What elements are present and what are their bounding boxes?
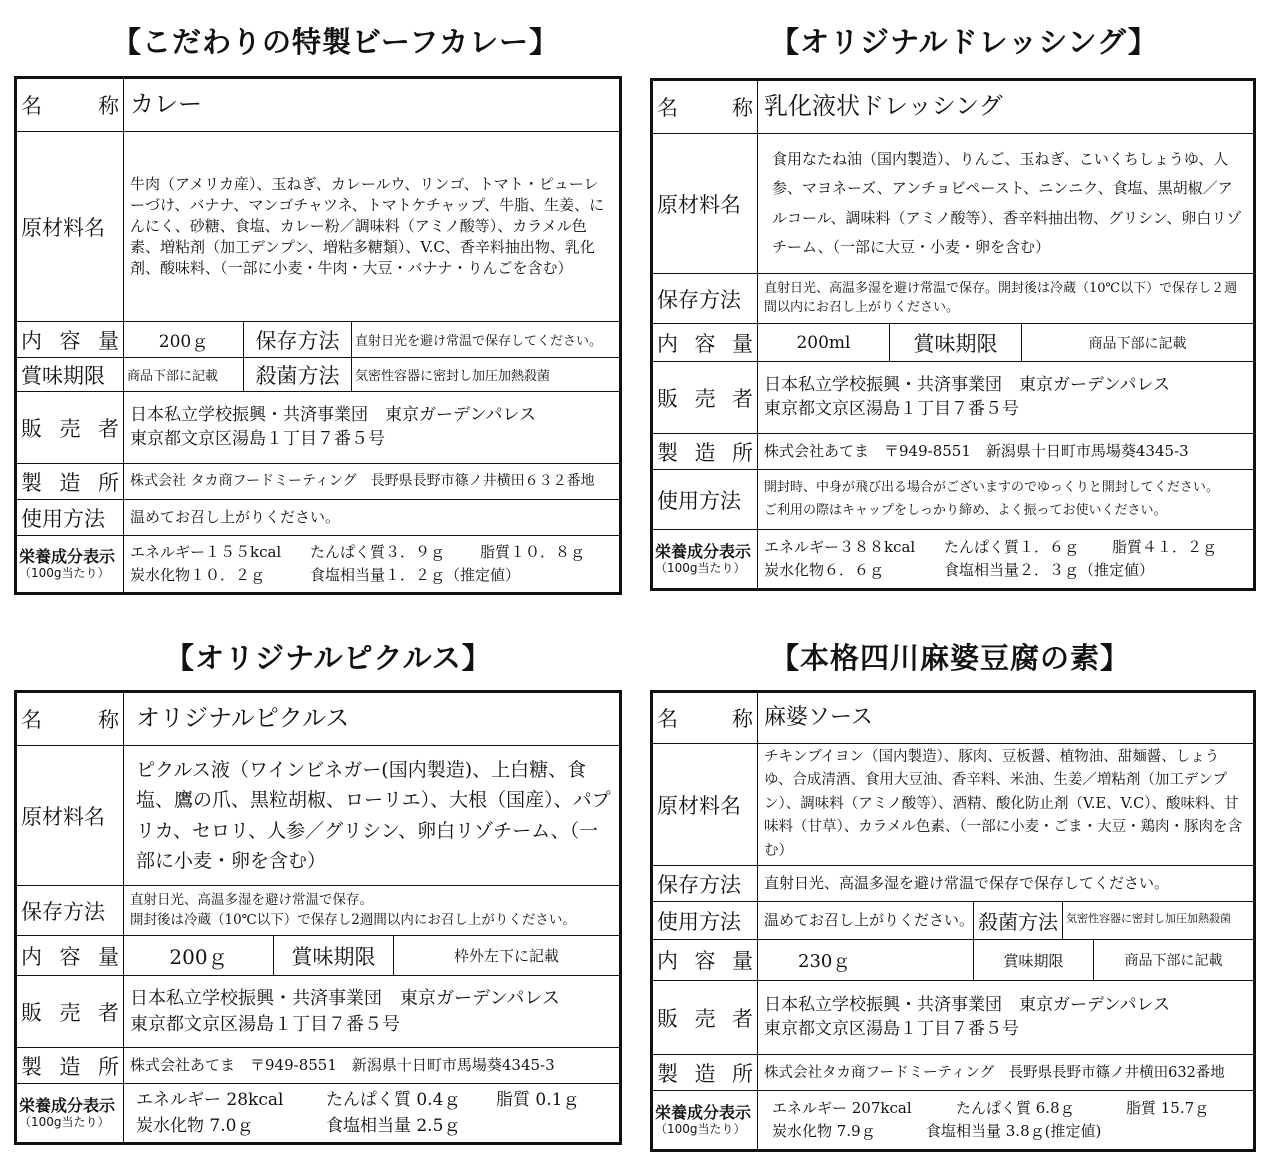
fat-value: 脂質１０．８ｇ: [480, 542, 586, 561]
volume-value: 230ｇ: [758, 940, 974, 981]
salt-value: 食塩相当量 2.5ｇ: [326, 1116, 461, 1136]
product-name: オリジナルピクルス: [124, 692, 621, 746]
seller-header: 販 売 者: [16, 976, 124, 1048]
volume-value: 200ｇ: [124, 322, 244, 358]
usage-header: 使用方法: [16, 500, 124, 536]
volume-header: 内 容 量: [16, 936, 124, 976]
sterilization-header: 殺菌方法: [974, 902, 1063, 939]
expiry-header: 賞味期限: [16, 358, 124, 392]
maker-text: 株式会社あてま 〒949-8551 新潟県十日町市馬場葵4345-3: [124, 1048, 621, 1084]
energy-value: エネルギー 207kcal: [772, 1099, 912, 1118]
expiry-header: 賞味期限: [974, 940, 1094, 980]
protein-value: たんぱく質３．９ｇ: [310, 542, 446, 561]
energy-value: エネルギー１５５kcal: [130, 542, 282, 561]
food-label-mapo: [650, 690, 1256, 1152]
nutrition-values: [758, 530, 1255, 590]
expiry-value: 枠外左下に記載: [394, 936, 621, 976]
usage-text: 温めてお召し上がりください。: [124, 500, 621, 536]
seller-info: [758, 362, 1255, 434]
seller-address: 東京都文京区湯島１丁目７番５号: [764, 1018, 1019, 1039]
seller-address: 東京都文京区湯島１丁目７番５号: [764, 398, 1019, 419]
storage-text: 直射日光、高温多湿を避け常温で保存で保存してください。: [758, 866, 1255, 902]
storage-header: 保存方法: [244, 322, 352, 358]
seller-name: 日本私立学校振興・共済事業団 東京ガーデンパレス: [130, 988, 560, 1010]
food-label-curry: [14, 76, 622, 595]
usage-header: 使用方法: [652, 902, 758, 940]
fat-value: 脂質 0.1ｇ: [496, 1089, 580, 1110]
expiry-value: 商品下部に記載: [1022, 324, 1255, 362]
ingredients-header: 原材料名: [652, 744, 758, 866]
storage-text: 直射日光を避け常温で保存してください。: [352, 322, 621, 358]
name-header: 名 称: [652, 692, 758, 744]
ingredients-text: 食用なたね油（国内製造）、りんご、玉ねぎ、こいくちしょうゆ、人参、マヨネーズ、アンチョビペースト、ニンニク、食塩、黒胡椒／アルコール、調味料（アミノ酸等）、香辛料抽出物、グリシン、卵白リゾチーム、（一部に大豆・小麦・卵を含む）: [758, 134, 1255, 274]
nutrition-header: [16, 536, 124, 594]
expiry-value: 商品下部に記載: [124, 358, 244, 392]
fat-value: 脂質 15.7ｇ: [1126, 1099, 1210, 1118]
nutrition-basis: （100g当たり）: [19, 1114, 110, 1129]
carb-value: 炭水化物６．６ｇ: [764, 561, 885, 579]
fat-value: 脂質４１．２ｇ: [1112, 537, 1218, 556]
expiry-header: 賞味期限: [890, 324, 1022, 362]
product-name: 乳化液状ドレッシング: [758, 80, 1255, 134]
nutrition-title: 栄養成分表示: [655, 1103, 752, 1123]
nutrition-title: 栄養成分表示: [19, 546, 116, 566]
nutrition-values: [124, 1084, 621, 1144]
storage-header: 保存方法: [652, 866, 758, 902]
volume-header: 内 容 量: [652, 940, 758, 981]
seller-name: 日本私立学校振興・共済事業団 東京ガーデンパレス: [764, 374, 1170, 395]
nutrition-basis: （100g当たり）: [655, 1122, 746, 1137]
nutrition-title: 栄養成分表示: [655, 541, 752, 561]
seller-address: 東京都文京区湯島１丁目７番５号: [130, 1013, 400, 1035]
label-title-dressing: 【オリジナルドレッシング】: [770, 25, 1158, 59]
ingredients-header: 原材料名: [652, 134, 758, 274]
nutrition-basis: （100g当たり）: [19, 565, 110, 580]
usage-line-2: ご利用の際はキャップをしっかり締め、よく振ってお使いください。: [764, 502, 1167, 518]
seller-info: [758, 981, 1255, 1055]
seller-info: [124, 392, 621, 464]
carb-value: 炭水化物 7.0ｇ: [136, 1116, 254, 1136]
ingredients-header: 原材料名: [16, 132, 124, 322]
usage-text: 温めてお召し上がりください。: [758, 902, 974, 940]
name-header: 名 称: [652, 80, 758, 134]
protein-value: たんぱく質 0.4ｇ: [326, 1089, 461, 1110]
nutrition-values: [124, 536, 621, 594]
salt-value: 食塩相当量 3.8ｇ(推定値): [926, 1122, 1102, 1141]
ingredients-header: 原材料名: [16, 746, 124, 886]
sterilization-cell: [974, 902, 1255, 940]
name-header: 名 称: [16, 78, 124, 132]
food-label-pickles: [14, 690, 622, 1145]
seller-header: 販 売 者: [652, 362, 758, 434]
salt-value: 食塩相当量２．３ｇ（推定値）: [944, 561, 1155, 579]
sterilization-text: 気密性容器に密封し加圧加熱殺菌: [1066, 912, 1231, 926]
maker-header: 製 造 所: [652, 1055, 758, 1091]
volume-header: 内 容 量: [16, 322, 124, 358]
storage-line-1: 直射日光、高温多湿を避け常温で保存。: [130, 891, 373, 908]
sterilization-header: 殺菌方法: [244, 358, 352, 392]
maker-text: 株式会社 タカ商フードミーティング 長野県長野市篠ノ井横田６３２番地: [124, 464, 621, 500]
expiry-header: 賞味期限: [274, 936, 394, 976]
carb-value: 炭水化物 7.9ｇ: [772, 1122, 876, 1141]
protein-value: たんぱく質１．６ｇ: [944, 537, 1080, 556]
product-name: 麻婆ソース: [758, 692, 1255, 744]
nutrition-header: [652, 530, 758, 590]
usage-header: 使用方法: [652, 470, 758, 530]
maker-header: 製 造 所: [16, 464, 124, 500]
carb-value: 炭水化物１０．２ｇ: [130, 566, 266, 584]
storage-text: 直射日光、高温多湿を避け常温で保存。開封後は冷蔵（10℃以下）で保存し２週間以内にお召し上がりください。: [758, 274, 1255, 324]
maker-header: 製 造 所: [652, 434, 758, 470]
expiry-value: 商品下部に記載: [1124, 953, 1223, 970]
name-header: 名 称: [16, 692, 124, 746]
nutrition-header: [652, 1091, 758, 1151]
maker-text: 株式会社タカ商フードミーティング 長野県長野市篠ノ井横田632番地: [758, 1055, 1255, 1091]
usage-text: [758, 470, 1255, 530]
salt-value: 食塩相当量１．２ｇ（推定値）: [310, 566, 521, 584]
nutrition-title: 栄養成分表示: [19, 1095, 116, 1115]
storage-line-2: 開封後は冷蔵（10℃以下）で保存し2週間以内にお召し上がりください。: [130, 911, 576, 928]
expiry-cell: [974, 940, 1255, 981]
volume-value: 200ｇ: [124, 936, 274, 976]
seller-name: 日本私立学校振興・共済事業団 東京ガーデンパレス: [130, 404, 536, 425]
energy-value: エネルギー 28kcal: [136, 1089, 284, 1110]
energy-value: エネルギー３８８kcal: [764, 537, 916, 556]
volume-header: 内 容 量: [652, 324, 758, 362]
seller-header: 販 売 者: [652, 981, 758, 1055]
storage-header: 保存方法: [16, 886, 124, 936]
maker-header: 製 造 所: [16, 1048, 124, 1084]
ingredients-text: 牛肉（アメリカ産）、玉ねぎ、カレールウ、リンゴ、トマト・ピューレーづけ、バナナ、マンゴチャツネ、トマトケチャップ、牛脂、生姜、にんにく、砂糖、食塩、カレー粉／調味料（アミノ酸等）、カラメル色素、増粘剤（加工デンプン、増粘多糖類）、V.C、香辛料抽出物、乳化剤、酸味料、（一部に小麦・牛肉・大豆・バナナ・りんごを含む）: [124, 132, 621, 322]
nutrition-values: [758, 1091, 1255, 1151]
sterilization-text: 気密性容器に密封し加圧加熱殺菌: [352, 358, 621, 392]
seller-info: [124, 976, 621, 1048]
seller-header: 販 売 者: [16, 392, 124, 464]
usage-line-1: 開封時、中身が飛び出る場合がございますのでゆっくりと開封してください。: [764, 479, 1219, 495]
ingredients-text: チキンブイヨン（国内製造）、豚肉、豆板醤、植物油、甜麺醤、しょうゆ、合成清酒、食用大豆油、香辛料、米油、生姜／増粘剤（加工デンプン）、調味料（アミノ酸等）、酒精、酸化防止剤（V.E、V.C）、酸味料、甘味料（甘草）、カラメル色素、（一部に小麦・ごま・大豆・鶏肉・豚肉を含む）: [758, 744, 1255, 866]
label-title-mapo: 【本格四川麻婆豆腐の素】: [770, 641, 1131, 675]
nutrition-header: [16, 1084, 124, 1144]
ingredients-text: ピクルス液（ワインビネガー(国内製造)、上白糖、食塩、鷹の爪、黒粒胡椒、ローリエ）、大根（国産）、パプリカ、セロリ、人参／グリシン、卵白リゾチーム、（一部に小麦・卵を含む）: [124, 746, 621, 886]
food-label-dressing: [650, 78, 1256, 591]
maker-text: 株式会社あてま 〒949-8551 新潟県十日町市馬場葵4345-3: [758, 434, 1255, 470]
storage-header: 保存方法: [652, 274, 758, 324]
nutrition-basis: （100g当たり）: [655, 560, 746, 575]
label-title-pickles: 【オリジナルピクルス】: [165, 641, 492, 675]
storage-text: [124, 886, 621, 936]
seller-name: 日本私立学校振興・共済事業団 東京ガーデンパレス: [764, 995, 1170, 1016]
seller-address: 東京都文京区湯島１丁目７番５号: [130, 428, 385, 449]
label-title-curry: 【こだわりの特製ビーフカレー】: [112, 25, 560, 59]
protein-value: たんぱく質 6.8ｇ: [956, 1099, 1075, 1118]
volume-value: 200ml: [758, 324, 890, 362]
product-name: カレー: [124, 78, 621, 132]
